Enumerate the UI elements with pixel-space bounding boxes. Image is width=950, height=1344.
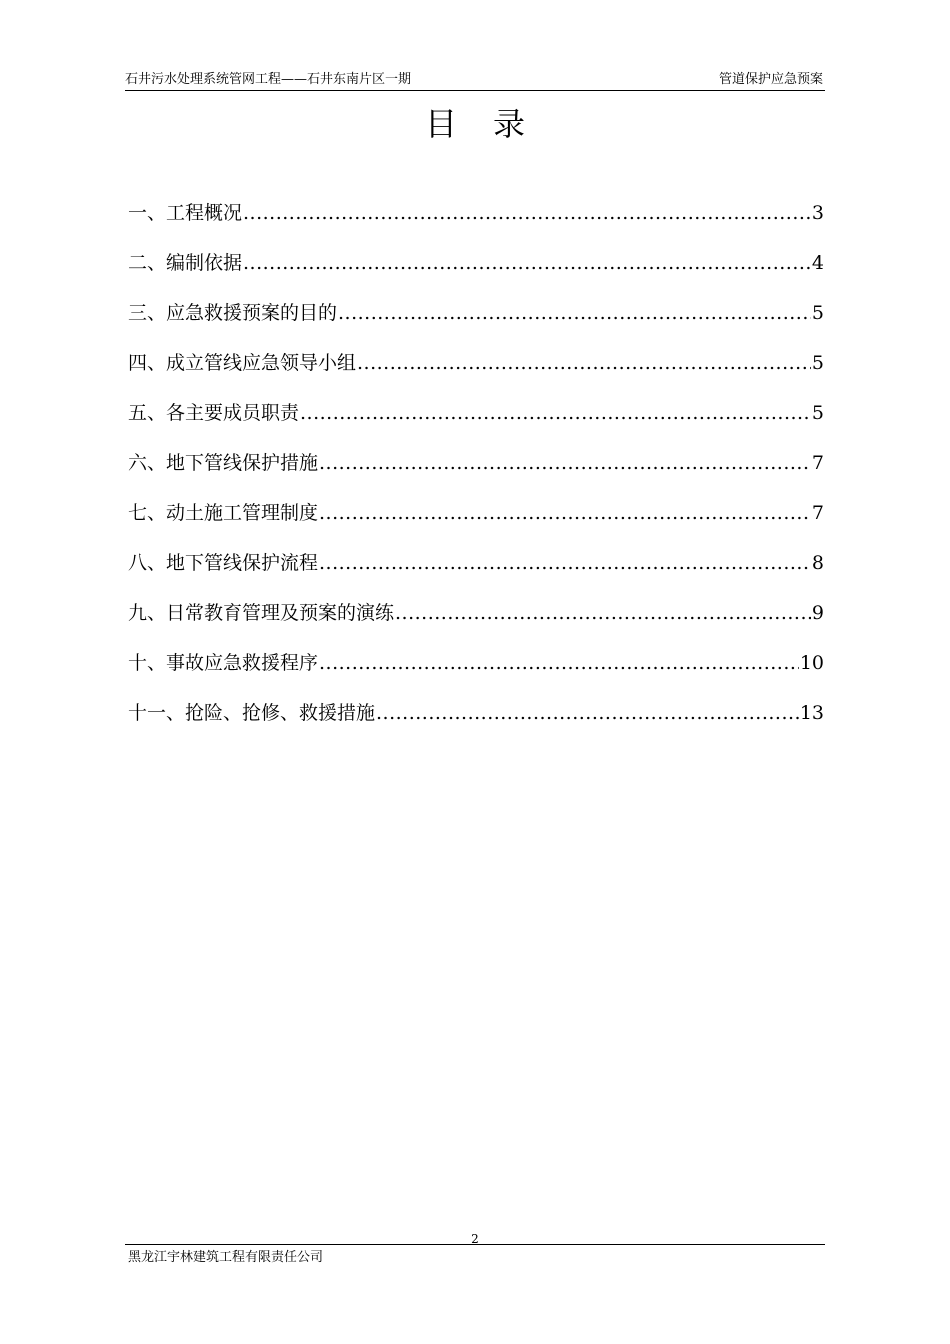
toc-entry[interactable] bbox=[128, 498, 824, 548]
toc-dot-leader bbox=[319, 548, 811, 578]
toc-entry-label: 九、日常教育管理及预案的演练 bbox=[128, 602, 395, 624]
table-of-contents bbox=[128, 198, 824, 748]
toc-entry-label: 十、事故应急救援程序 bbox=[128, 652, 319, 674]
toc-dot-leader bbox=[243, 248, 811, 278]
toc-dot-leader bbox=[300, 398, 811, 428]
toc-title: 目录 bbox=[424, 105, 561, 143]
toc-entry[interactable] bbox=[128, 248, 824, 298]
toc-entry-label: 一、工程概况 bbox=[128, 202, 243, 224]
toc-entry-label: 四、成立管线应急领导小组 bbox=[128, 352, 357, 374]
toc-entry-label: 五、各主要成员职责 bbox=[128, 402, 300, 424]
toc-dot-leader bbox=[319, 648, 799, 678]
toc-dot-leader bbox=[243, 198, 811, 228]
toc-entry[interactable] bbox=[128, 398, 824, 448]
toc-entry-label: 二、编制依据 bbox=[128, 252, 243, 274]
toc-entry-page: 5 bbox=[811, 302, 824, 324]
footer-company-name: 黑龙江宇林建筑工程有限责任公司 bbox=[128, 1250, 324, 1265]
toc-entry-label: 八、地下管线保护流程 bbox=[128, 552, 319, 574]
toc-entry-page: 7 bbox=[811, 452, 824, 474]
toc-entry-label: 七、动土施工管理制度 bbox=[128, 502, 319, 524]
toc-dot-leader bbox=[376, 698, 799, 728]
toc-entry-page: 13 bbox=[799, 702, 824, 724]
toc-dot-leader bbox=[319, 498, 811, 528]
toc-dot-leader bbox=[319, 448, 811, 478]
toc-entry[interactable] bbox=[128, 598, 824, 648]
footer-divider bbox=[125, 1244, 825, 1245]
toc-entry[interactable] bbox=[128, 648, 824, 698]
toc-dot-leader bbox=[395, 598, 811, 628]
toc-entry[interactable] bbox=[128, 448, 824, 498]
toc-entry[interactable] bbox=[128, 298, 824, 348]
toc-entry-page: 9 bbox=[811, 602, 824, 624]
toc-entry-label: 十一、抢险、抢修、救援措施 bbox=[128, 702, 376, 724]
toc-entry-page: 7 bbox=[811, 502, 824, 524]
toc-entry-page: 5 bbox=[811, 402, 824, 424]
toc-entry-page: 5 bbox=[811, 352, 824, 374]
toc-entry[interactable] bbox=[128, 348, 824, 398]
header-project-title: 石井污水处理系统管网工程——石井东南片区一期 bbox=[125, 72, 412, 87]
page-number: 2 bbox=[471, 1232, 479, 1246]
toc-dot-leader bbox=[357, 348, 811, 378]
toc-entry[interactable] bbox=[128, 698, 824, 748]
toc-entry[interactable] bbox=[128, 198, 824, 248]
toc-dot-leader bbox=[338, 298, 811, 328]
toc-entry-page: 3 bbox=[811, 202, 824, 224]
toc-entry-page: 4 bbox=[811, 252, 824, 274]
toc-entry-label: 三、应急救援预案的目的 bbox=[128, 302, 338, 324]
toc-entry-page: 8 bbox=[811, 552, 824, 574]
toc-entry-page: 10 bbox=[799, 652, 824, 674]
page-header bbox=[125, 70, 825, 91]
toc-entry[interactable] bbox=[128, 548, 824, 598]
header-document-title: 管道保护应急预案 bbox=[718, 72, 823, 87]
toc-entry-label: 六、地下管线保护措施 bbox=[128, 452, 319, 474]
